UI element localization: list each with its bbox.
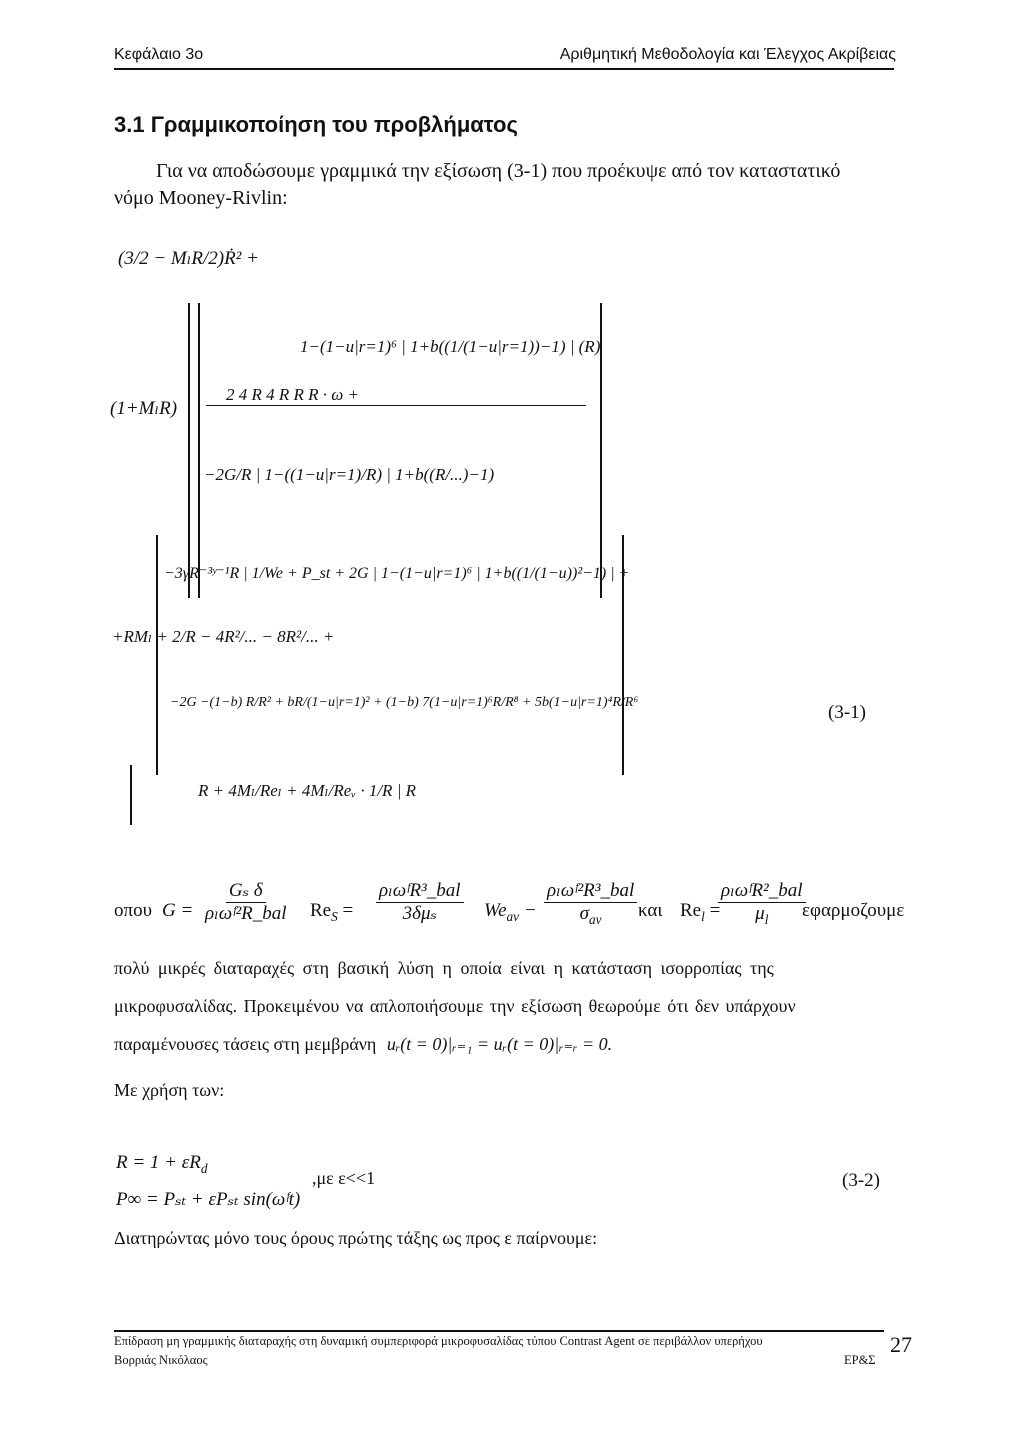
We-lhs-text: We bbox=[484, 900, 507, 921]
Res-fraction bbox=[376, 880, 464, 925]
eq31-row2-fracline bbox=[206, 405, 586, 406]
eq32-condition: ,με ε<<1 bbox=[312, 1168, 376, 1188]
footer-author: Βορριάς Νικόλαος bbox=[114, 1353, 208, 1367]
Rel-sub: l bbox=[701, 908, 705, 924]
eq31-bracket bbox=[198, 303, 200, 598]
We-num: ρₗωᶠ²R³_bal bbox=[544, 880, 637, 903]
Rel-lhs-text: Re bbox=[680, 900, 702, 921]
eq31-row4: −3γR⁻³ʸ⁻¹R | 1/We + P_st + 2G | 1−(1−u|r=1)⁶ | 1+b((1/(1−u))²−1) | + bbox=[164, 565, 630, 582]
footer-rule bbox=[114, 1330, 884, 1332]
intro-line-2: νόμο Mooney-Rivlin: bbox=[114, 187, 288, 209]
using-line: Με χρήση των: bbox=[114, 1080, 225, 1100]
G-fraction bbox=[202, 880, 290, 925]
equation-number-3-1: (3-1) bbox=[828, 702, 866, 723]
equation-number-3-2: (3-2) bbox=[842, 1170, 880, 1191]
equation-3-1 bbox=[110, 225, 750, 835]
G-num: Gₛ δ bbox=[226, 880, 266, 903]
where-word: οπου bbox=[114, 900, 152, 921]
We-lhs: $We_{av}$ − bbox=[484, 900, 537, 924]
footer-page-number: 27 bbox=[890, 1332, 912, 1357]
Rel-den-sub: l bbox=[764, 911, 769, 927]
Res-sub: S bbox=[331, 908, 338, 924]
header-rule bbox=[114, 68, 894, 70]
We-fraction bbox=[544, 880, 637, 927]
eq31-row7: R + 4Mₗ/Reₗ + 4Mₗ/Reᵥ · 1/R | R bbox=[198, 781, 417, 800]
G-lhs: G = bbox=[162, 900, 194, 921]
We-den-sub: av bbox=[589, 911, 602, 927]
eq31-row1: (3/2 − MₗR/2)Ṙ² + bbox=[118, 248, 259, 269]
eq32-line1-sub: d bbox=[200, 1160, 208, 1176]
We-sub: av bbox=[506, 908, 520, 924]
eq31-bracket-2 bbox=[156, 535, 158, 775]
running-header-right: Αριθμητική Μεθοδολογία και Έλεγχος Ακρίβειας bbox=[559, 46, 896, 63]
section-title: 3.1 Γραμμικοποίηση του προβλήματος bbox=[114, 112, 518, 137]
paragraph-line-2: μικροφυσαλίδας. Προκειμένου να απλοποιήσουμε την εξίσωση θεωρούμε ότι δεν υπάρχουν bbox=[114, 996, 796, 1016]
footer-title: Επίδραση μη γραμμικής διαταραχής στη δυναμική συμπεριφορά μικροφυσαλίδας τύπου Contrast Agent σε περιβάλλον υπερήχου bbox=[114, 1334, 763, 1348]
Rel-num: ρₗωᶠR²_bal bbox=[718, 880, 806, 903]
eq31-row3: −2G/R | 1−((1−u|r=1)/R) | 1+b((R/...)−1) bbox=[204, 465, 495, 484]
Rel-fraction bbox=[718, 880, 806, 927]
intro-line-1: Για να αποδώσουμε γραμμικά την εξίσωση (3-1) που προέκυψε από τον καταστατικό bbox=[156, 160, 841, 182]
closing-line: Διατηρώντας μόνο τους όρους πρώτης τάξης ως προς ε παίρνουμε: bbox=[114, 1228, 598, 1248]
apply-word: εφαρμοζουμε bbox=[802, 900, 905, 921]
eq31-row2-num: 1−(1−u|r=1)⁶ | 1+b((1/(1−u|r=1))−1) | (R) bbox=[300, 337, 601, 356]
Res-den: 3δμₛ bbox=[402, 902, 437, 924]
eq31-row2-prefix: (1+MₗR) bbox=[110, 398, 178, 419]
eq31-row5: +RMₗ + 2/R − 4R²/... − 8R²/... + bbox=[112, 627, 335, 646]
eq31-bracket-3 bbox=[130, 765, 132, 825]
Res-lhs: $Re_S$ = bbox=[310, 900, 354, 924]
Res-lhs-text: Re bbox=[310, 900, 332, 921]
eq32-line1 bbox=[116, 1152, 208, 1177]
footer-dept: ΕΡ&Σ bbox=[844, 1353, 876, 1367]
Res-num: ρₗωᶠR³_bal bbox=[376, 880, 464, 903]
eq31-bracket bbox=[188, 303, 190, 598]
We-den: σ bbox=[579, 902, 590, 924]
and-word: και bbox=[638, 900, 663, 921]
running-header-left: Κεφάλαιο 3ο bbox=[114, 46, 204, 63]
paragraph-line-3 bbox=[114, 1034, 612, 1055]
eq31-row2-den: 2 4 R 4 R R R · ω + bbox=[226, 385, 360, 404]
definitions-row bbox=[114, 880, 914, 952]
eq32-line1-text: R = 1 + εR bbox=[116, 1152, 201, 1173]
Rel-den: μ bbox=[755, 902, 765, 924]
G-den: ρₗωᶠ²R_bal bbox=[205, 902, 287, 924]
paragraph-line-3-text: παραμένουσες τάσεις στη μεμβράνη bbox=[114, 1034, 377, 1054]
paragraph-line-3-math: uᵣ(t = 0)|ᵣ₌₁ = uᵣ(t = 0)|ᵣ₌ᵣ = 0. bbox=[386, 1034, 613, 1054]
Rel-lhs: $Re_l$ = bbox=[680, 900, 721, 924]
eq32-line2: P∞ = Pₛₜ + εPₛₜ sin(ωᶠt) bbox=[116, 1189, 301, 1210]
eq31-row6: −2G −(1−b) R/R² + bR/(1−u|r=1)² + (1−b) 7(1−u|r=1)⁶R/R⁸ + 5b(1−u|r=1)⁴R/R⁶ bbox=[170, 695, 639, 710]
paragraph-line-1: πολύ μικρές διαταραχές στη βασική λύση η οποία είναι η κατάσταση ισορροπίας της bbox=[114, 958, 774, 978]
